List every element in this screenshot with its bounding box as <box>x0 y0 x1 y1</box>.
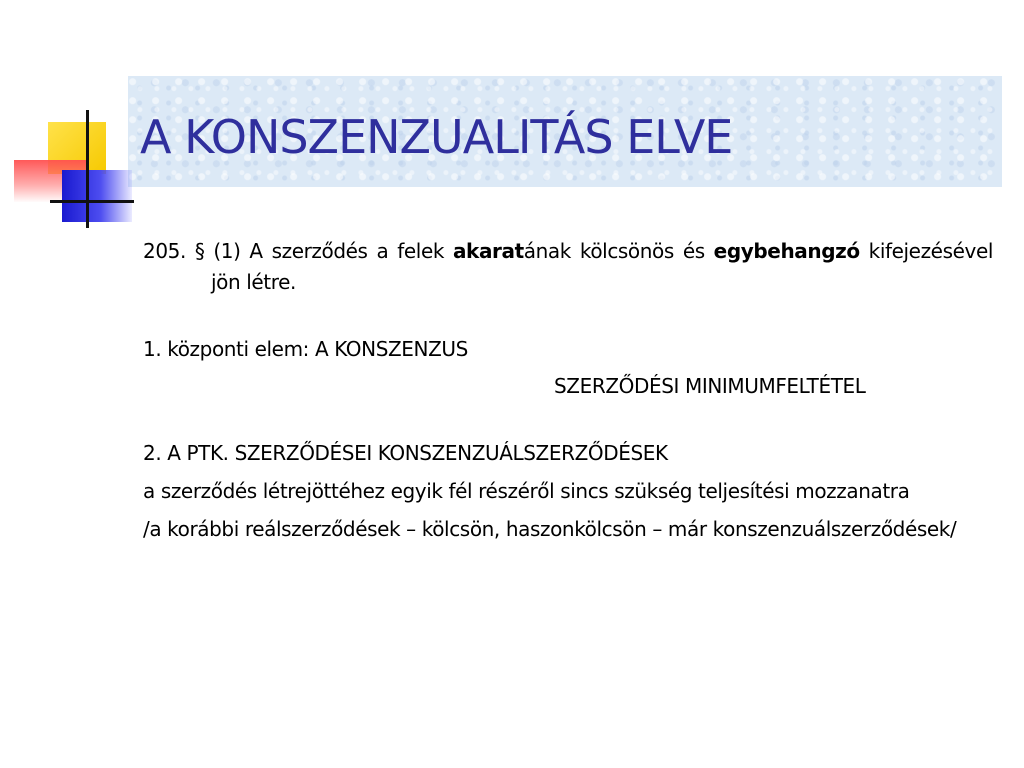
item-2-line-2: /a korábbi reálszerződések – kölcsön, haszonkölcsön – már konszenzuálszerződések/ <box>143 517 957 541</box>
item-1-central-element: 1. központi elem: A KONSZENZUS <box>143 337 468 361</box>
paragraph-tail-text: kifejezésével jön létre. <box>211 239 994 294</box>
decoration-horizontal-line <box>50 200 134 203</box>
decoration-blue-square <box>62 170 132 222</box>
item-1-subline: SZERZŐDÉSI MINIMUMFELTÉTEL <box>554 374 866 398</box>
paragraph-mid-text: ának kölcsönös és <box>523 239 714 263</box>
item-2-heading: 2. A PTK. SZERZŐDÉSEI KONSZENZUÁLSZERZŐDÉSEK <box>143 441 668 465</box>
slide-body <box>143 236 993 545</box>
bold-term-akarat: akarat <box>452 239 524 263</box>
item-2-line-1: a szerződés létrejöttéhez egyik fél részéről sincs szükség teljesítési mozzanatra <box>143 479 910 503</box>
paragraph-law-citation <box>143 236 993 298</box>
decoration-vertical-line <box>86 110 89 228</box>
paragraph-lead-text: 205. § (1) A szerződés a felek <box>143 239 453 263</box>
slide-title: A KONSZENZUALITÁS ELVE <box>140 110 733 164</box>
bold-term-egybehangzo: egybehangzó <box>713 239 860 263</box>
